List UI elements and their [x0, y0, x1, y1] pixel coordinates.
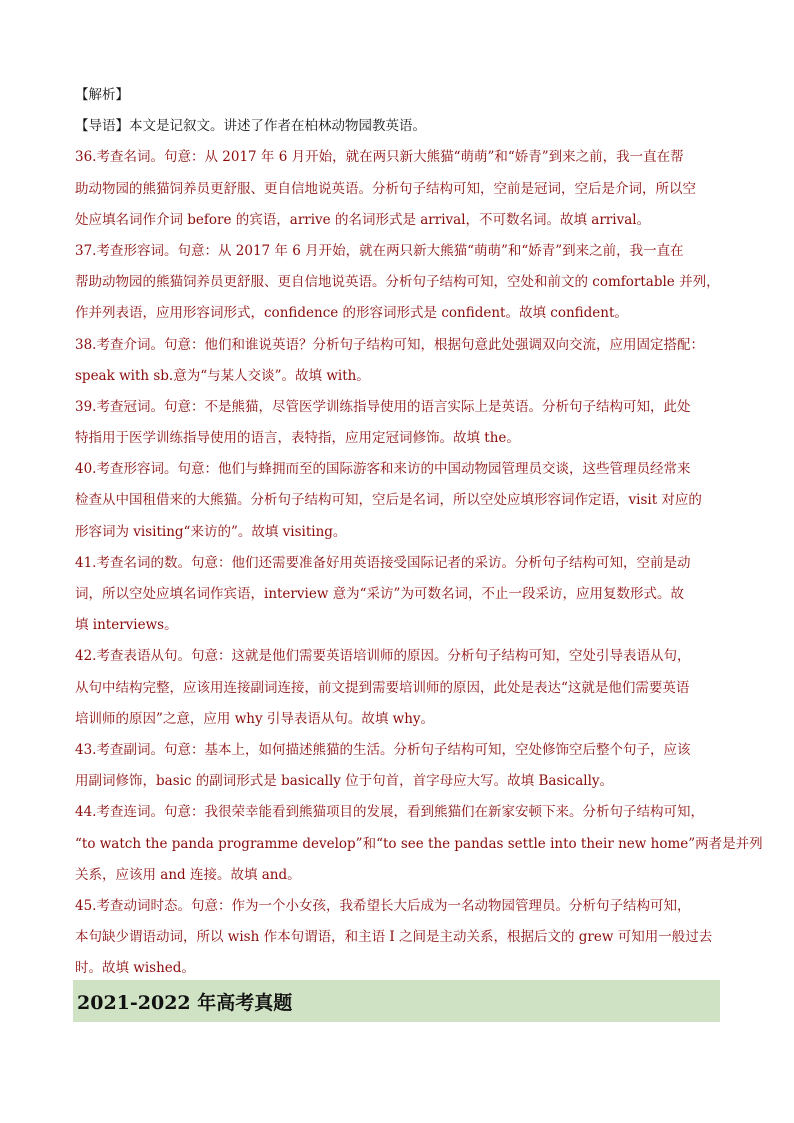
explanation-line: 36.考查名词。句意：从 2017 年 6 月开始，就在两只新大熊猫“萌萌”和“娇青”到来之前，我一直在帮	[75, 149, 684, 166]
explanation-line: 用副词修饰，basic 的副词形式是 basically 位于句首，首字母应大写。故填 Basically。	[75, 773, 614, 790]
answer-explanation	[75, 80, 763, 984]
explanation-line: 词，所以空处应填名词作宾语，interview 意为“采访”为可数名词，不止一段采访，应用复数形式。故	[75, 586, 684, 602]
explanation-line: 40.考查形容词。句意：他们与蜂拥而至的国际游客和来访的中国动物园管理员交谈，这些管理员经常来	[75, 461, 691, 478]
explanation-line: 特指用于医学训练指导使用的语言，表特指，应用定冠词修饰。故填 the。	[75, 430, 520, 447]
explanation-line: 帮助动物园的熊猫饲养员更舒服、更自信地说英语。分析句子结构可知，空处和前文的 comfortable 并列，	[75, 274, 720, 291]
explanation-lines	[75, 142, 763, 984]
explanation-line: 检查从中国租借来的大熊猫。分析句子结构可知，空后是名词，所以空处应填形容词作定语，visit 对应的	[75, 492, 702, 509]
explanation-line: 填 interviews。	[75, 617, 178, 634]
explanation-line: 形容词为 visiting“来访的”。故填 visiting。	[75, 523, 347, 540]
explanation-line: 时。故填 wished。	[75, 960, 195, 977]
explanation-line: 38.考查介词。句意：他们和谁说英语？分析句子结构可知，根据句意此处强调双向交流，应用固定搭配：	[75, 336, 704, 353]
explanation-line: 45.考查动词时态。句意：作为一个小女孩，我希望长大后成为一名动物园管理员。分析句子结构可知，	[75, 897, 691, 914]
explanation-line: 本句缺少谓语动词，所以 wish 作本句谓语，和主语 I 之间是主动关系，根据后文的 grew 可知用一般过去	[75, 929, 713, 946]
explanation-line: 从句中结构完整，应该用连接副词连接，前文提到需要培训师的原因，此处是表达“这就是他们需要英语	[75, 679, 690, 696]
section-heading-bar	[73, 980, 720, 1022]
explanation-line: 44.考查连词。句意：我很荣幸能看到熊猫项目的发展，看到熊猫们在新家安顿下来。分析句子结构可知，	[75, 804, 704, 821]
explanation-line: 41.考查名词的数。句意：他们还需要准备好用英语接受国际记者的采访。分析句子结构可知，空前是动	[75, 554, 691, 571]
explanation-line: 作并列表语，应用形容词形式，confidence 的形容词形式是 confident。故填 confident。	[75, 305, 628, 322]
analysis-label: 【解析】	[75, 87, 129, 103]
explanation-line: 43.考查副词。句意：基本上，如何描述熊猫的生活。分析句子结构可知，空处修饰空后整个句子，应该	[75, 741, 691, 758]
explanation-line: speak with sb.意为“与某人交谈”。故填 with。	[75, 367, 370, 384]
explanation-line: 39.考查冠词。句意：不是熊猫，尽管医学训练指导使用的语言实际上是英语。分析句子结构可知，此处	[75, 398, 691, 415]
explanation-line: 助动物园的熊猫饲养员更舒服、更自信地说英语。分析句子结构可知，空前是冠词，空后是介词，所以空	[75, 180, 696, 197]
intro-label: 【导语】本文是记叙文。讲述了作者在柏林动物园教英语。	[75, 118, 426, 135]
explanation-line: “to watch the panda programme develop”和“to see the pandas settle into their new home”两者是并列	[75, 835, 763, 852]
explanation-line: 37.考查形容词。句意：从 2017 年 6 月开始，就在两只新大熊猫“萌萌”和“娇青”到来之前，我一直在	[75, 242, 684, 259]
explanation-line: 处应填名词作介词 before 的宾语，arrive 的名词形式是 arrival，不可数名词。故填 arrival。	[75, 211, 651, 228]
explanation-line: 关系，应该用 and 连接。故填 and。	[75, 866, 301, 883]
explanation-line: 42.考查表语从句。句意：这就是他们需要英语培训师的原因。分析句子结构可知，空处引导表语从句，	[75, 648, 691, 665]
section-heading: 2021-2022 年高考真题	[77, 991, 293, 1014]
explanation-line: 培训师的原因”之意，应用 why 引导表语从句。故填 why。	[75, 710, 435, 727]
